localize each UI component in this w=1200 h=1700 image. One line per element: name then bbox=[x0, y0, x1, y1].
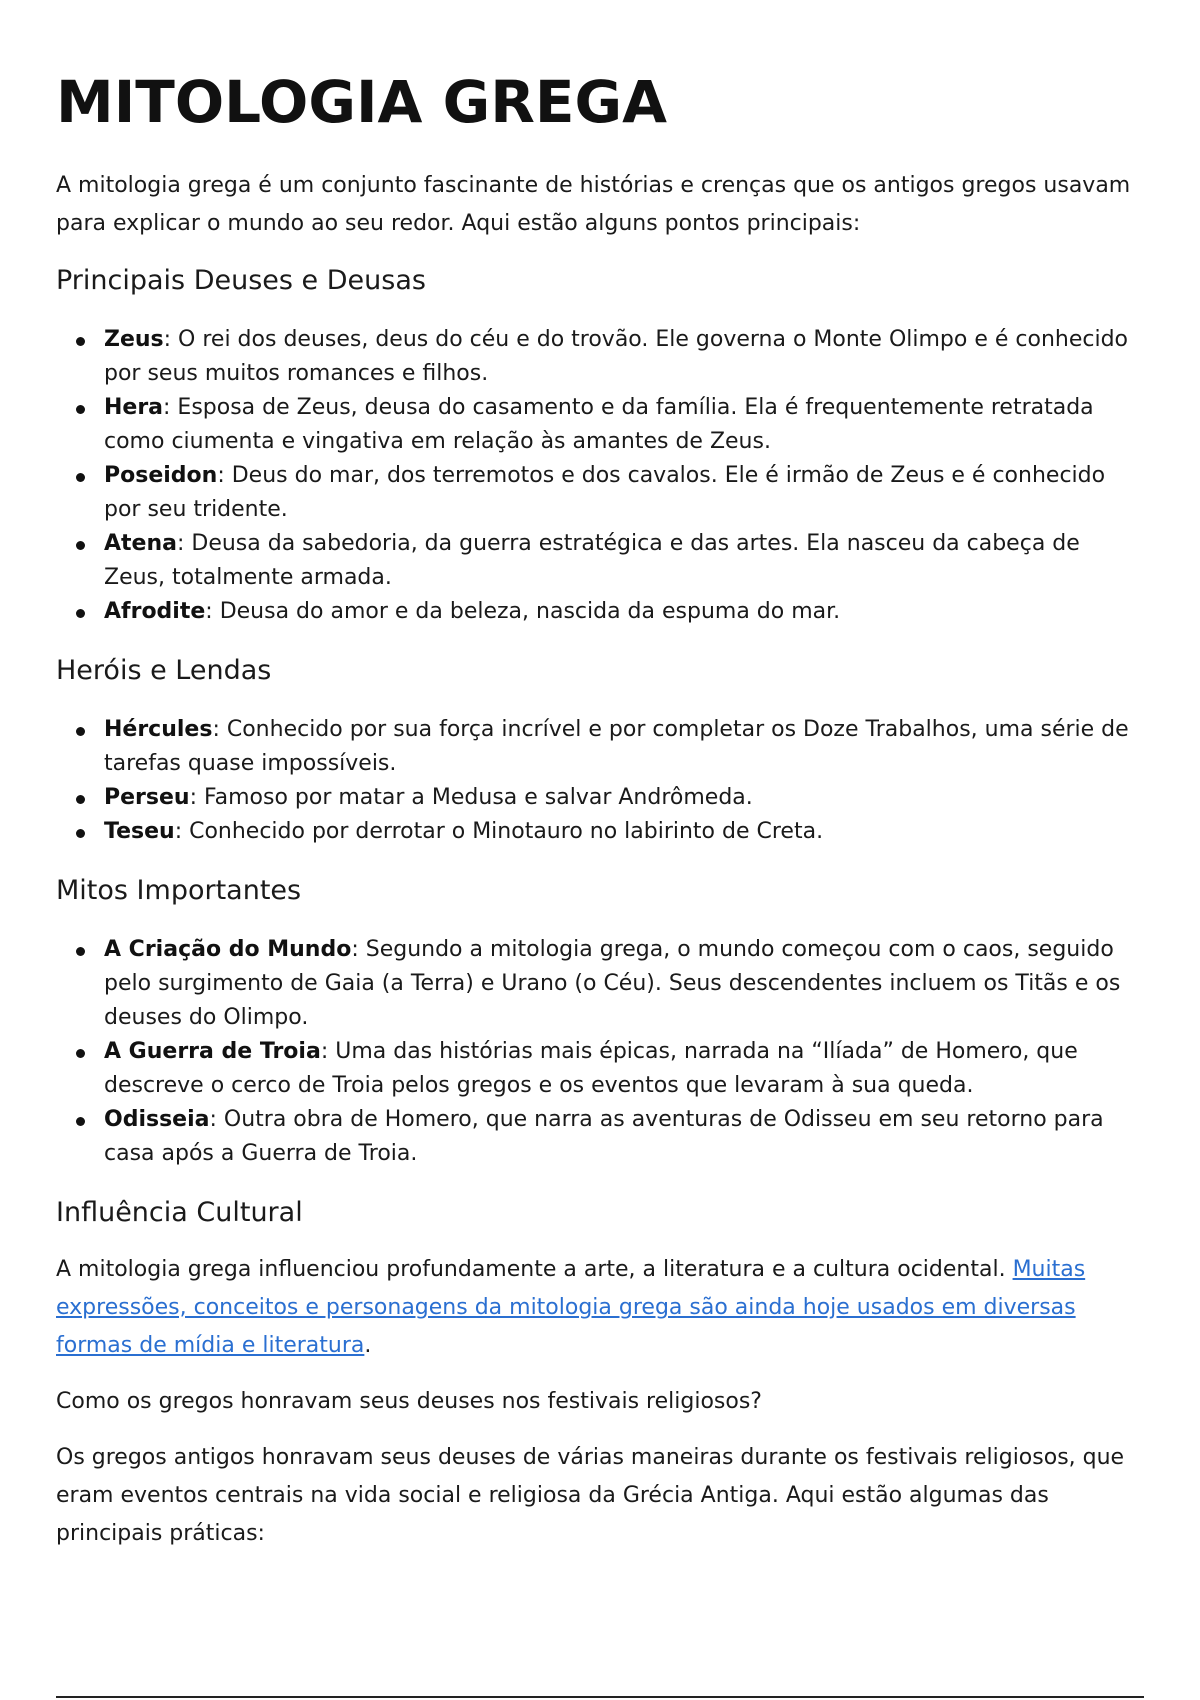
section-heading-herois: Heróis e Lendas bbox=[56, 655, 272, 686]
list-item-text: : Conhecido por derrotar o Minotauro no labirinto de Creta. bbox=[174, 819, 824, 844]
list-item bbox=[56, 527, 1144, 595]
list-item-text: : Outra obra de Homero, que narra as aventuras de Odisseu em seu retorno para casa após a Guerra de Troia. bbox=[104, 1107, 1104, 1166]
cultural-link[interactable]: Muitas expressões, conceitos e personagens da mitologia grega são ainda hoje usados em diversas formas de mídia e literatura bbox=[56, 1257, 1086, 1358]
section-heading-deuses: Principais Deuses e Deusas bbox=[56, 265, 426, 296]
list-item-text: : Conhecido por sua força incrível e por completar os Doze Trabalhos, uma série de tarefas quase impossíveis. bbox=[104, 717, 1129, 776]
list-item-text: : Uma das histórias mais épicas, narrada na “Ilíada” de Homero, que descreve o cerco de Troia pelos gregos e os eventos que levaram à sua queda. bbox=[104, 1039, 1078, 1098]
bullet-icon bbox=[76, 609, 85, 618]
bullet-icon bbox=[76, 1117, 85, 1126]
list-item-term: Hera bbox=[104, 395, 164, 420]
bullet-icon bbox=[76, 1049, 85, 1058]
list-item bbox=[56, 1035, 1144, 1103]
list-item bbox=[56, 459, 1144, 527]
list-item-term: A Guerra de Troia bbox=[104, 1039, 321, 1064]
bullet-icon bbox=[76, 727, 85, 736]
list-item-text: : Esposa de Zeus, deusa do casamento e da família. Ela é frequentemente retratada como ciumenta e vingativa em relação às amantes de Zeus. bbox=[104, 395, 1094, 454]
document-page bbox=[56, 0, 1144, 1553]
list-item bbox=[56, 323, 1144, 391]
page-divider bbox=[56, 1696, 1144, 1698]
list-item-term: Poseidon bbox=[104, 463, 218, 488]
intro-paragraph: A mitologia grega é um conjunto fascinante de histórias e crenças que os antigos gregos usavam para explicar o mundo ao seu redor. Aqui estão alguns pontos principais: bbox=[56, 173, 1131, 236]
section-heading-mitos: Mitos Importantes bbox=[56, 875, 302, 906]
list-item-term: A Criação do Mundo bbox=[104, 937, 352, 962]
bullet-icon bbox=[76, 405, 85, 414]
list-item bbox=[56, 713, 1144, 781]
list-item-term: Zeus bbox=[104, 327, 164, 352]
cultural-paragraph bbox=[56, 1251, 1144, 1365]
list-item-text: : Deus do mar, dos terremotos e dos cavalos. Ele é irmão de Zeus e é conhecido por seu tridente. bbox=[104, 463, 1106, 522]
list-item bbox=[56, 933, 1144, 1035]
list-item bbox=[56, 391, 1144, 459]
page-title: MITOLOGIA GREGA bbox=[56, 68, 668, 136]
list-item bbox=[56, 595, 1144, 629]
list-item-term: Teseu bbox=[104, 819, 175, 844]
bullet-icon bbox=[76, 337, 85, 346]
list-item-text: : Famoso por matar a Medusa e salvar Andrômeda. bbox=[189, 785, 753, 810]
list-item-term: Afrodite bbox=[104, 599, 206, 624]
list-item-text: : Deusa da sabedoria, da guerra estratégica e das artes. Ela nasceu da cabeça de Zeus, totalmente armada. bbox=[104, 531, 1080, 590]
bullet-icon bbox=[76, 829, 85, 838]
bullet-icon bbox=[76, 473, 85, 482]
question-paragraph: Como os gregos honravam seus deuses nos festivais religiosos? bbox=[56, 1389, 762, 1414]
list-item-term: Perseu bbox=[104, 785, 190, 810]
cultural-text-end: . bbox=[364, 1333, 372, 1358]
answer-paragraph: Os gregos antigos honravam seus deuses de várias maneiras durante os festivais religiosos, que eram eventos centrais na vida social e religiosa da Grécia Antiga. Aqui estão algumas das principais práticas: bbox=[56, 1445, 1125, 1546]
cultural-text: A mitologia grega influenciou profundamente a arte, a literatura e a cultura ocidental. bbox=[56, 1257, 1013, 1282]
section-heading-influencia: Influência Cultural bbox=[56, 1197, 303, 1228]
list-item-term: Hércules bbox=[104, 717, 213, 742]
bullet-icon bbox=[76, 947, 85, 956]
list-item bbox=[56, 781, 1144, 815]
deuses-list bbox=[56, 323, 1144, 629]
list-item-text: : O rei dos deuses, deus do céu e do trovão. Ele governa o Monte Olimpo e é conhecido por seus muitos romances e filhos. bbox=[104, 327, 1129, 386]
list-item-term: Atena bbox=[104, 531, 177, 556]
list-item-text: : Segundo a mitologia grega, o mundo começou com o caos, seguido pelo surgimento de Gaia (a Terra) e Urano (o Céu). Seus descendentes incluem os Titãs e os deuses do Olimpo. bbox=[104, 937, 1121, 1030]
list-item-text: : Deusa do amor e da beleza, nascida da espuma do mar. bbox=[205, 599, 841, 624]
mitos-list bbox=[56, 933, 1144, 1171]
bullet-icon bbox=[76, 795, 85, 804]
list-item-term: Odisseia bbox=[104, 1107, 210, 1132]
list-item bbox=[56, 815, 1144, 849]
herois-list bbox=[56, 713, 1144, 849]
list-item bbox=[56, 1103, 1144, 1171]
bullet-icon bbox=[76, 541, 85, 550]
